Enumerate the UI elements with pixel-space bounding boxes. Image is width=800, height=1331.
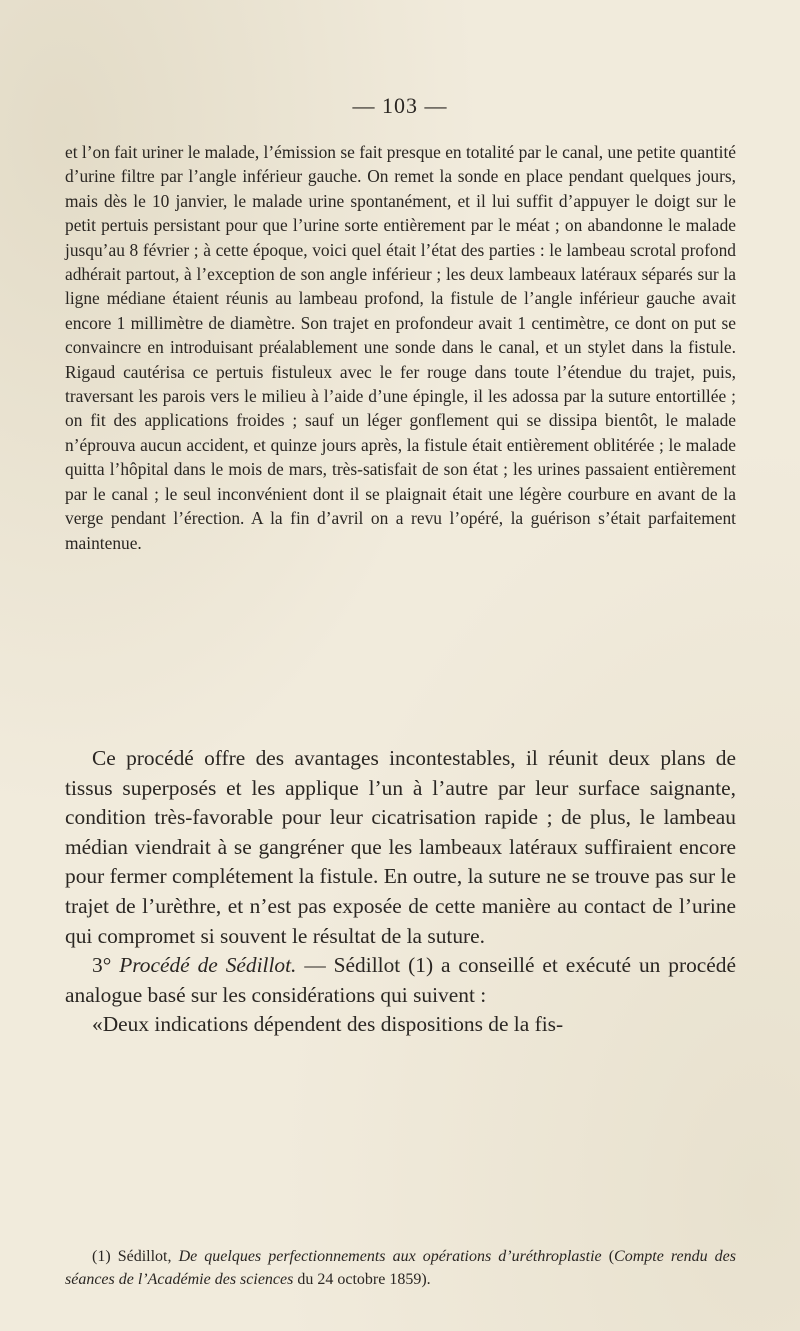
page-number: — 103 —	[352, 93, 448, 118]
section-paragraph	[65, 951, 736, 1010]
footnote	[65, 1246, 736, 1291]
section-text: — Sédillot (1) a conseillé et exécuté un procédé analogue basé sur les considérations qui suivent :	[65, 953, 736, 1007]
footnote-source: Compte rendu des séances de l’Académie des sciences	[65, 1248, 736, 1288]
main-text-block	[65, 744, 736, 1040]
footnote-paragraph	[65, 1246, 736, 1291]
footnote-source-close: du 24 octobre 1859).	[297, 1270, 431, 1288]
footnote-source-open: (	[608, 1248, 615, 1265]
footnote-title: De quelques perfectionnements aux opérations d’uréthroplastie	[178, 1248, 602, 1265]
footnote-prefix: (1) Sédillot,	[92, 1248, 172, 1265]
section-number: 3°	[92, 953, 112, 978]
section-title: Procédé de Sédillot.	[119, 953, 297, 978]
main-paragraph: Ce procédé offre des avantages incontestables, il réunit deux plans de tissus superposés et les applique l’un à l’autre par leur surface saignante, condition très-favorable pour leur cicatrisation rapide ; de plus, le lambeau médian viendrait à se gangréner que les lambeaux latéraux suffiraient encore pour fermer complétement la fistule. En outre, la suture ne se trouve pas sur le trajet de l’urèthre, et n’est pas exposée de cette manière au contact de l’urine qui compromet si souvent le résultat de la suture.	[65, 746, 736, 948]
continued-paragraph-block	[65, 140, 736, 555]
quote-start: «Deux indications dépendent des dispositions de la fis-	[92, 1012, 564, 1037]
continued-paragraph: et l’on fait uriner le malade, l’émission se fait presque en totalité par le canal, une petite quantité d’urine filtre par l’angle inférieur gauche. On remet la sonde en place pendant quelques jours, mais dès le 10 janvier, le malade urine spontanément, et il lui suffit d’appuyer le doigt sur le petit pertuis persistant pour que l’urine sorte entièrement par le méat ; on abandonne le malade jusqu’au 8 février ; à cette époque, voici quel était l’état des parties : le lambeau scrotal profond adhérait partout, à l’exception de son angle inférieur ; les deux lambeaux latéraux séparés sur la ligne médiane étaient réunis au lambeau profond, la fistule de l’angle inférieur gauche avait encore 1 millimètre de diamètre. Son trajet en profondeur avait 1 centimètre, ce dont on put se convaincre en introduisant préalablement une sonde dans le canal, et un stylet dans la fistule. Rigaud cautérisa ce pertuis fistuleux avec le fer rouge dans toute l’étendue du trajet, puis, traversant les parois vers le milieu à l’aide d’une épingle, il les adossa par la suture entortillée ; on fit des applications froides ; sauf un léger gonflement qui se dissipa bientôt, le malade n’éprouva aucun accident, et quinze jours après, la fistule était entièrement oblitérée ; le malade quitta l’hôpital dans le mois de mars, très-satisfait de son état ; les urines passaient entièrement par le canal ; le seul inconvénient dont il se plaignait était une légère courbure en avant de la verge pendant l’érection. A la fin d’avril on a revu l’opéré, la guérison s’était parfaitement maintenue.	[65, 142, 736, 553]
